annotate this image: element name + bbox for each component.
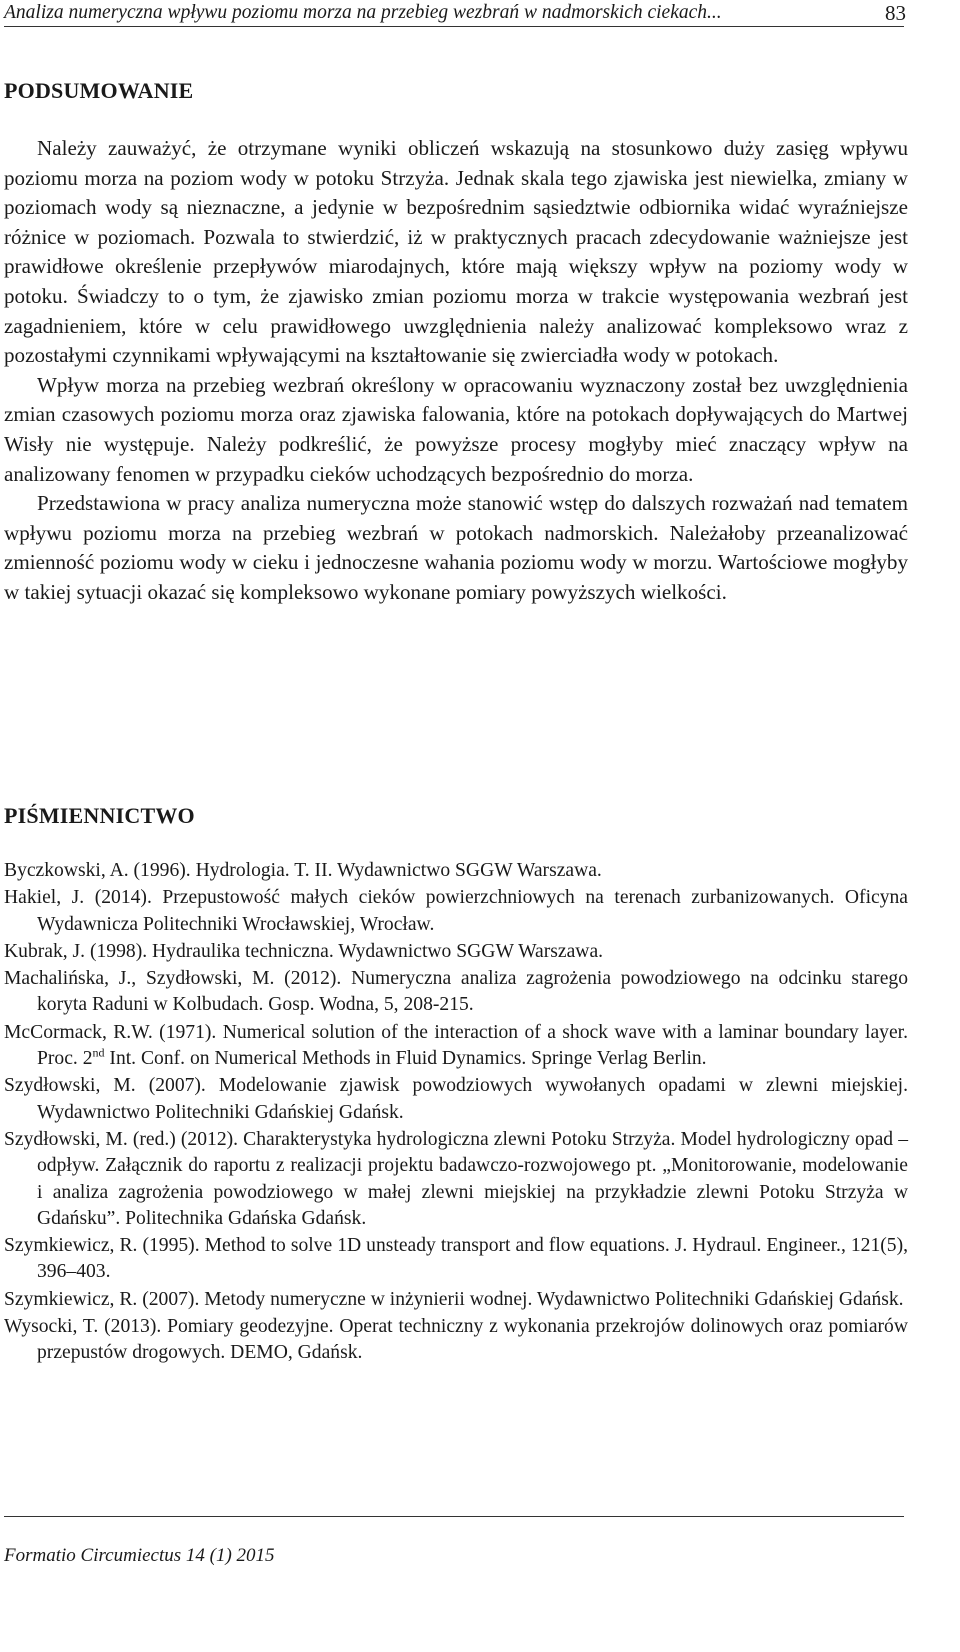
footer-journal: Formatio Circumiectus 14 (1) 2015 [4, 1545, 275, 1566]
reference-item: Machalińska, J., Szydłowski, M. (2012). Numeryczna analiza zagrożenia powodziowego na odcinku starego koryta Raduni w Kolbudach. Gosp. Wodna, 5, 208-215. [4, 968, 908, 1016]
summary-heading: PODSUMOWANIE [4, 78, 194, 103]
summary-body [4, 134, 908, 608]
reference-item: Szydłowski, M. (2007). Modelowanie zjawisk powodziowych wywołanych opadami w zlewni miejskiej. Wydawnictwo Politechniki Gdańskiej Gdańsk. [4, 1075, 908, 1123]
running-head [4, 0, 904, 27]
page-number: 83 [885, 1, 906, 25]
reference-item: Kubrak, J. (1998). Hydraulika techniczna. Wydawnictwo SGGW Warszawa. [4, 940, 604, 962]
summary-paragraph: Przedstawiona w pracy analiza numeryczna może stanowić wstęp do dalszych rozważań nad tematem wpływu poziomu morza na przebieg wezbrań w potokach nadmorskich. Należałoby przeanalizować zmienność poziomu wody w cieku i jednoczesne wahania poziomu wody w morzu. Wartościowe mogłyby w takiej sytuacji okazać się kompleksowo wykonane pomiary powyższych wielkości. [4, 491, 908, 604]
summary-paragraph: Należy zauważyć, że otrzymane wyniki obliczeń wskazują na stosunkowo duży zasięg wpływu poziomu morza na poziom wody w potoku Strzyża. Jednak skala tego zjawiska jest niewielka, zmiany w poziomach wody są nieznaczne, a jedynie w bezpośrednim sąsiedztwie odbiornika widać wyraźniejsze różnice w poziomach. Pozwala to stwierdzić, iż w praktycznych pracach zdecydowanie ważniejsze jest prawidłowe określenie przepływów miarodajnych, które mają większy wpływ na poziomy wody w potoku. Świadczy to o tym, że zjawisko zmian poziomu morza w trakcie występowania wezbrań jest zagadnieniem, które w celu prawidłowego uwzględnienia należy analizować kompleksowo wraz z pozostałymi czynnikami wpływającymi na kształtowanie się zwierciadła wody w potokach. [4, 136, 908, 368]
reference-item: Szymkiewicz, R. (1995). Method to solve 1D unsteady transport and flow equations. J. Hydraul. Engineer., 121(5), 396–403. [4, 1235, 908, 1283]
reference-text: McCormack, R.W. (1971). Numerical solution of the interaction of a shock wave with a laminar boundary layer. Proc. 2 [4, 1021, 908, 1070]
reference-item: Szymkiewicz, R. (2007). Metody numeryczne w inżynierii wodnej. Wydawnictwo Politechniki Gdańskiej Gdańsk. [4, 1288, 904, 1310]
reference-item: Wysocki, T. (2013). Pomiary geodezyjne. Operat techniczny z wykonania przekrojów dolinowych oraz pomiarów przepustów drogowych. DEMO, Gdańsk. [4, 1316, 908, 1364]
reference-text: Int. Conf. on Numerical Methods in Fluid Dynamics. Springe Verlag Berlin. [104, 1048, 707, 1070]
reference-item: Byczkowski, A. (1996). Hydrologia. T. II. Wydawnictwo SGGW Warszawa. [4, 860, 602, 881]
footer-rule [4, 1516, 904, 1517]
reference-list [4, 858, 908, 1368]
reference-item: Szydłowski, M. (red.) (2012). Charakterystyka hydrologiczna zlewni Potoku Strzyża. Model hydrologiczny opad – odpływ. Załącznik do raportu z realizacji projektu badawczo-rozwojowego pt. „Monitorowanie, modelowanie i analiza zagrożenia powodziowego w małej zlewni miejskiej na przykładzie zlewni Potoku Strzyża w Gdańsku”. Politechnika Gdańska Gdańsk. [4, 1128, 908, 1229]
references-heading: PIŚMIENNICTWO [4, 803, 195, 828]
reference-item [4, 1020, 908, 1073]
running-head-title: Analiza numeryczna wpływu poziomu morza na przebieg wezbrań w nadmorskich ciekach... [4, 2, 722, 23]
ordinal-superscript: nd [92, 1045, 105, 1060]
summary-paragraph: Wpływ morza na przebieg wezbrań określony w opracowaniu wyznaczony został bez uwzględnienia zmian czasowych poziomu morza oraz zjawiska falowania, które na potokach dopływających do Martwej Wisły nie występuje. Należy podkreślić, że powyższe procesy mogłyby mieć znaczący wpływ na analizowany fenomen w przypadku cieków uchodzących bezpośrednio do morza. [4, 372, 908, 486]
reference-item: Hakiel, J. (2014). Przepustowość małych cieków powierzchniowych na terenach zurbanizowanych. Oficyna Wydawnicza Politechniki Wrocławskiej, Wrocław. [4, 887, 908, 935]
